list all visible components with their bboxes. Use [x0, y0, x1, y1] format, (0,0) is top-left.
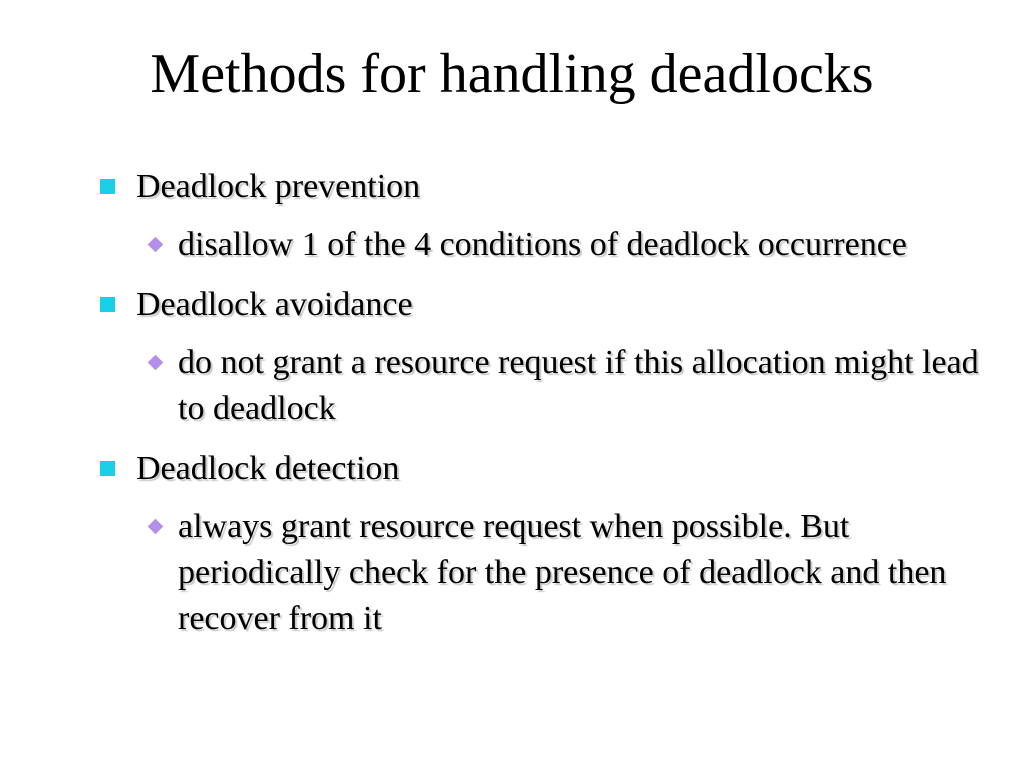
- square-bullet-icon: [100, 461, 115, 476]
- bullet-item-detection: [98, 446, 998, 492]
- sub-bullet-item-prevention: [142, 222, 998, 268]
- bullet-text: Deadlock prevention: [136, 168, 421, 205]
- sub-bullet-text: always grant resource request when possible. But periodically check for the presence of deadlock and then recover from it: [178, 508, 947, 637]
- bullet-text: Deadlock avoidance: [136, 286, 413, 323]
- bullet-text: Deadlock detection: [136, 450, 400, 487]
- sub-bullet-text: do not grant a resource request if this allocation might lead to deadlock: [178, 344, 979, 427]
- sub-bullet-text: disallow 1 of the 4 conditions of deadlock occurrence: [178, 226, 907, 263]
- bullet-item-avoidance: [98, 282, 998, 328]
- bullet-list: [98, 164, 998, 656]
- sub-bullet-item-detection: [142, 504, 998, 642]
- slide-title: Methods for handling deadlocks: [150, 43, 874, 105]
- bullet-item-prevention: [98, 164, 998, 210]
- square-bullet-icon: [100, 179, 115, 194]
- sub-bullet-item-avoidance: [142, 340, 998, 432]
- diamond-bullet-icon: [148, 519, 164, 535]
- square-bullet-icon: [100, 297, 115, 312]
- diamond-bullet-icon: [148, 355, 164, 371]
- diamond-bullet-icon: [148, 237, 164, 253]
